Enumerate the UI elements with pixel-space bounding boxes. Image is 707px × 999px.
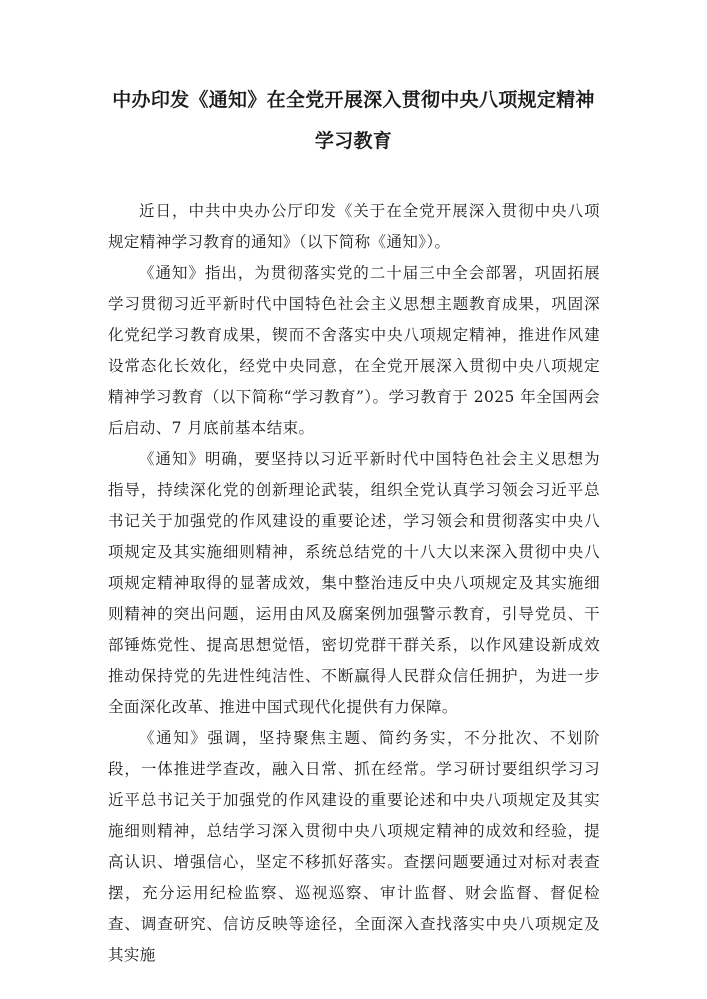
paragraph-3: 《通知》明确，要坚持以习近平新时代中国特色社会主义思想为指导，持续深化党的创新理论武装，组织全党认真学习领会习近平总书记关于加强党的作风建设的重要论述，学习领会和贯彻落实中央八项规定及其实施细则精神，系统总结党的十八大以来深入贯彻中央八项规定精神取得的显著成效，集中整治违反中央八项规定及其实施细则精神的突出问题，运用由风及腐案例加强警示教育，引导党员、干部锤炼党性、提高思想觉悟，密切党群干群关系，以作风建设新成效推动保持党的先进性纯洁性、不断赢得人民群众信任拥护，为进一步全面深化改革、推进中国式现代化提供有力保障。 [108, 450, 600, 716]
document-title-line-2: 学习教育 [314, 130, 393, 152]
paragraph-4: 《通知》强调，坚持聚焦主题、简约务实，不分批次、不划阶段，一体推进学查改，融入日常、抓在经常。学习研讨要组织学习习近平总书记关于加强党的作风建设的重要论述和中央八项规定及其实施细则精神，总结学习深入贯彻中央八项规定精神的成效和经验，提高认识、增强信心，坚定不移抓好落实。查摆问题要通过对标对表查摆，充分运用纪检监察、巡视巡察、审计监督、财会监督、督促检查、调查研究、信访反映等途径，全面深入查找落实中央八项规定及其实施 [108, 729, 600, 964]
document-title-line-1: 中办印发《通知》在全党开展深入贯彻中央八项规定精神 [112, 89, 595, 111]
paragraph-2: 《通知》指出，为贯彻落实党的二十届三中全会部署，巩固拓展学习贯彻习近平新时代中国特色社会主义思想主题教育成果，巩固深化党纪学习教育成果，锲而不舍落实中央八项规定精神，推进作风建设常态化长效化，经党中央同意，在全党开展深入贯彻中央八项规定精神学习教育（以下简称“学习教育”）。学习教育于 2025 年全国两会后启动、7 月底前基本结束。 [108, 264, 600, 437]
paragraph-1: 近日，中共中央办公厅印发《关于在全党开展深入贯彻中央八项规定精神学习教育的通知》（以下简称《通知》）。 [108, 202, 600, 251]
document-body [108, 196, 600, 971]
